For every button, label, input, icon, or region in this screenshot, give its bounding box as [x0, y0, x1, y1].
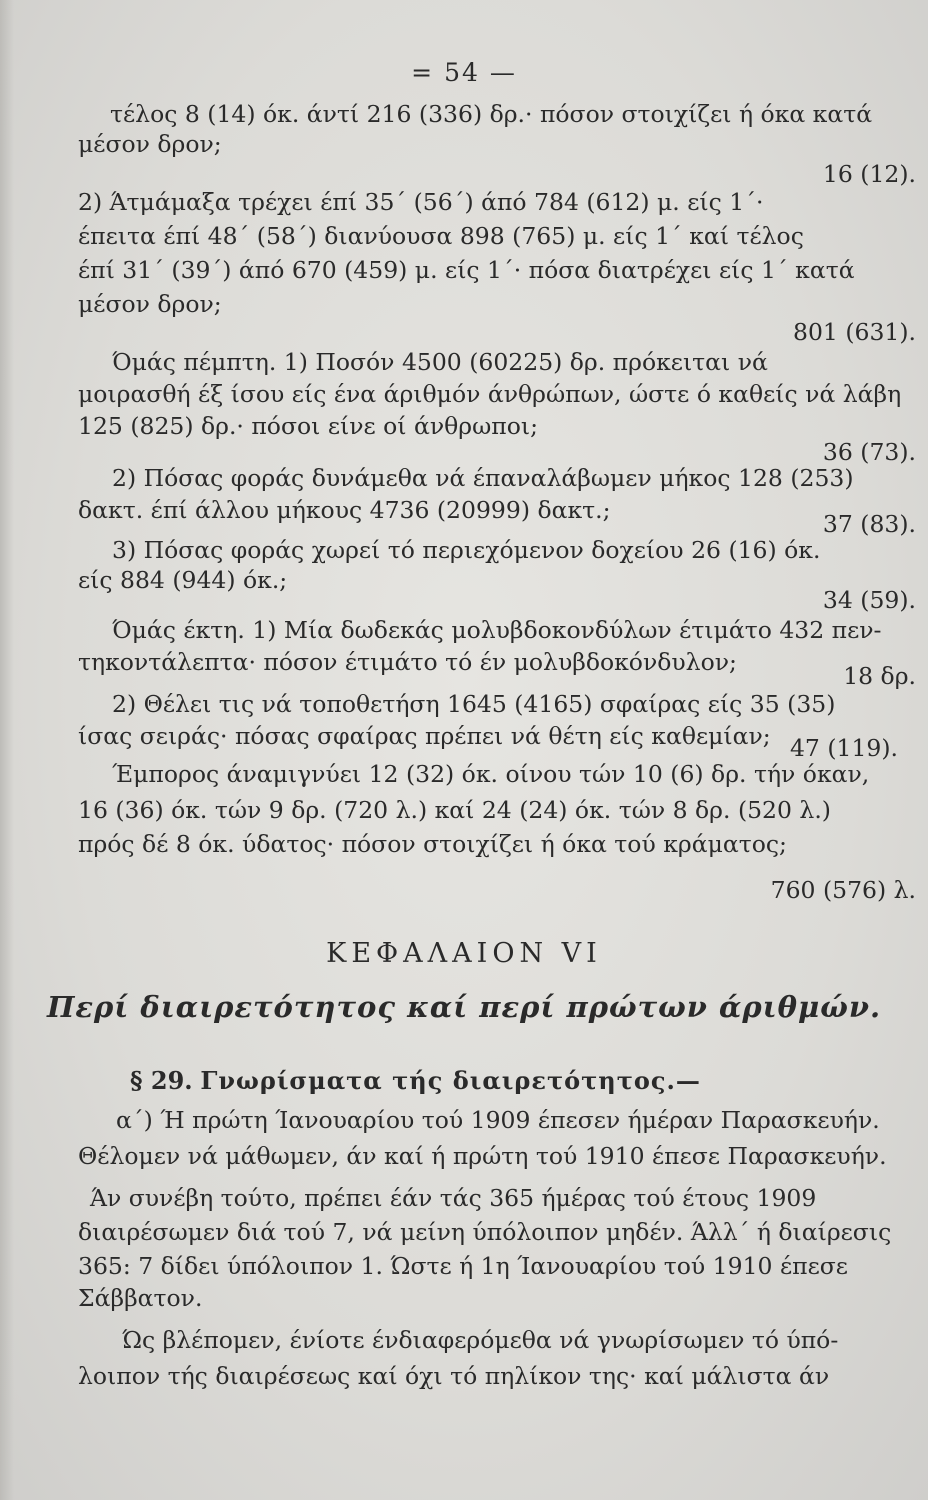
answer-value: 16 (12).	[822, 160, 916, 188]
answer-value: 18 δρ.	[843, 662, 916, 690]
text-line: διαιρέσωμεν διά τού 7, νά μείνη ύπόλοιπον μηδέν. Άλλ΄ ή διαίρεσις	[78, 1218, 892, 1246]
answer-value: 37 (83).	[822, 510, 916, 538]
text-line: μέσον δρον;	[78, 130, 222, 158]
text-line: 16 (36) όκ. τών 9 δρ. (720 λ.) καί 24 (24) όκ. τών 8 δρ. (520 λ.)	[78, 796, 831, 824]
text-line: μέσον δρον;	[78, 290, 222, 318]
text-line: λοιπον τής διαιρέσεως καί όχι τό πηλίκον της· καί μάλιστα άν	[78, 1362, 830, 1390]
text-line: έπειτα έπί 48΄ (58΄) διανύουσα 898 (765) μ. είς 1΄ καί τέλος	[78, 222, 804, 250]
text-line: 365: 7 δίδει ύπόλοιπον 1. Ώστε ή 1η Ίανουαρίου τού 1910 έπεσε	[78, 1252, 848, 1280]
text-line: Σάββατον.	[78, 1284, 203, 1312]
answer-value: 760 (576) λ.	[770, 876, 916, 904]
text-line: Όμάς πέμπτη. 1) Ποσόν 4500 (60225) δρ. πρόκειται νά	[112, 348, 768, 376]
chapter-subtitle: Περί διαιρετότητος καί περί πρώτων άριθμών.	[46, 990, 882, 1024]
text-line: α΄) Ή πρώτη Ίανουαρίου τού 1909 έπεσεν ήμέραν Παρασκευήν.	[116, 1106, 880, 1134]
section-number: § 29.	[130, 1066, 193, 1095]
section-heading	[130, 1066, 701, 1095]
text-line: Όμάς έκτη. 1) Μία δωδεκάς μολυβδοκονδύλων έτιμάτο 432 πεν-	[112, 616, 882, 644]
text-line: Ώς βλέπομεν, ένίοτε ένδιαφερόμεθα νά γνωρίσωμεν τό ύπό-	[122, 1326, 839, 1354]
text-line: ίσας σειράς· πόσας σφαίρας πρέπει νά θέτη είς καθεμίαν;	[78, 722, 771, 750]
answer-value: 34 (59).	[822, 586, 916, 614]
text-line: 2) Άτμάμαξα τρέχει έπί 35΄ (56΄) άπό 784 (612) μ. είς 1΄·	[78, 188, 764, 216]
answer-value: 47 (119).	[789, 734, 898, 762]
text-line: πρός δέ 8 όκ. ύδατος· πόσον στοιχίζει ή όκα τού κράματος;	[78, 830, 787, 858]
text-line: δακτ. έπί άλλου μήκους 4736 (20999) δακτ.;	[78, 496, 611, 524]
section-title: Γνωρίσματα τής διαιρετότητος.—	[200, 1066, 701, 1095]
text-line: 125 (825) δρ.· πόσοι είνε οί άνθρωποι;	[78, 412, 538, 440]
text-line: 2) Θέλει τις νά τοποθετήση 1645 (4165) σφαίρας είς 35 (35)	[112, 690, 836, 718]
text-line: είς 884 (944) όκ.;	[78, 566, 288, 594]
text-line: Άν συνέβη τούτο, πρέπει έάν τάς 365 ήμέρας τού έτους 1909	[90, 1184, 817, 1212]
text-line: τηκοντάλεπτα· πόσον έτιμάτο τό έν μολυβδοκόνδυλον;	[78, 648, 737, 676]
chapter-title: ΚΕΦΑΛΑΙΟΝ VI	[326, 938, 602, 969]
page-number: = 54 —	[411, 58, 517, 87]
text-line: 3) Πόσας φοράς χωρεί τό περιεχόμενον δοχείου 26 (16) όκ.	[112, 536, 821, 564]
text-line: τέλος 8 (14) όκ. άντί 216 (336) δρ.· πόσον στοιχίζει ή όκα κατά	[110, 100, 873, 128]
answer-value: 36 (73).	[822, 438, 916, 466]
text-line: Έμπορος άναμιγνύει 12 (32) όκ. οίνου τών 10 (6) δρ. τήν όκαν,	[112, 760, 870, 788]
text-line: 2) Πόσας φοράς δυνάμεθα νά έπαναλάβωμεν μήκος 128 (253)	[112, 464, 854, 492]
text-line: μοιρασθή έξ ίσου είς ένα άριθμόν άνθρώπων, ώστε ό καθείς νά λάβη	[78, 380, 902, 408]
page-edge-shadow	[0, 0, 14, 1500]
text-line: Θέλομεν νά μάθωμεν, άν καί ή πρώτη τού 1910 έπεσε Παρασκευήν.	[78, 1142, 887, 1170]
answer-value: 801 (631).	[793, 318, 916, 346]
text-line: έπί 31΄ (39΄) άπό 670 (459) μ. είς 1΄· πόσα διατρέχει είς 1΄ κατά	[78, 256, 855, 284]
